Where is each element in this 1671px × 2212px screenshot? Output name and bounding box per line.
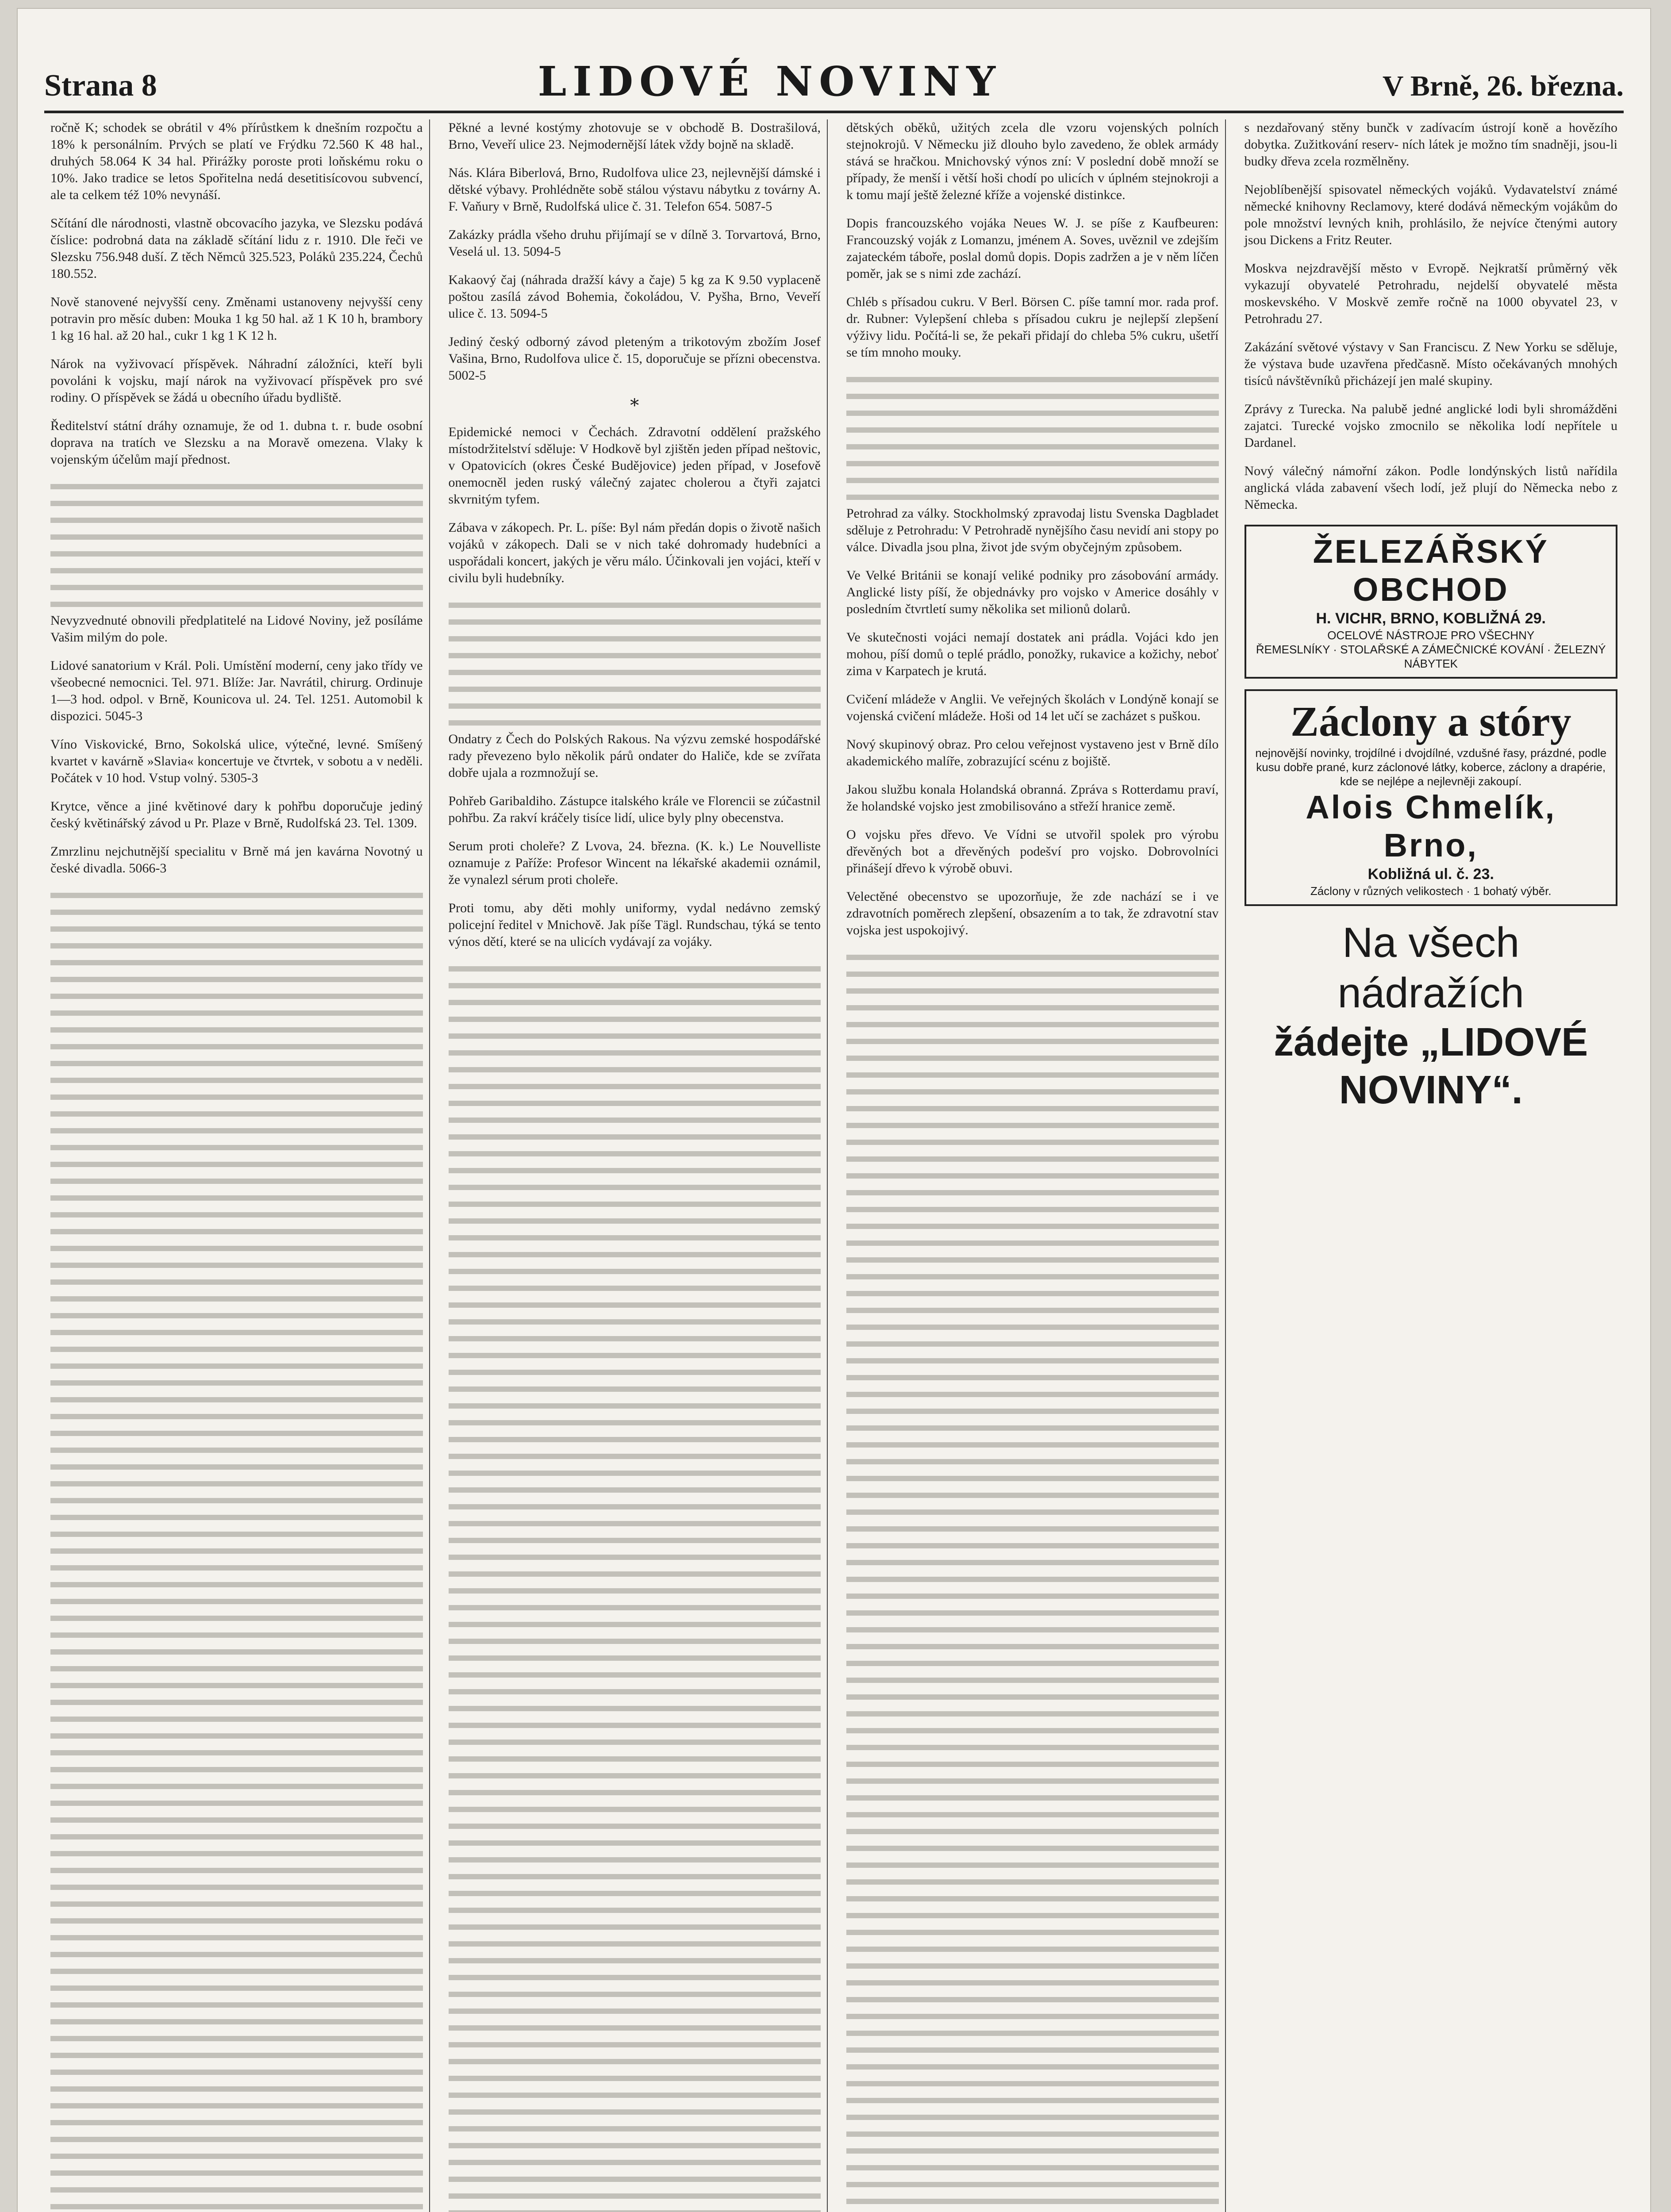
- column-4: [1238, 119, 1624, 2212]
- section-separator: *: [630, 396, 639, 416]
- illegible-text-block: [846, 373, 1219, 505]
- article: [846, 215, 1219, 282]
- illegible-text-block: [846, 950, 1219, 2212]
- column-2: [442, 119, 828, 2212]
- article: [846, 888, 1219, 939]
- article-text: Zábava v zákopech. Pr. L. píše: Byl nám předán dopis o životě našich vojáků v zákopech. Dali se v nich také dohromady hudebníci a uspořádali koncert, jakých je věru málo. Účinkovali jen vojáci, kteří v civilu byli hudebníky.: [448, 520, 821, 585]
- article-text: ročně K; schodek se obrátil v 4% přírůstkem k dnešním rozpočtu a 18% k personálním. Prvých se platí ve Frýdku 72.560 K 48 hal., druhých 58.064 K 34 hal. Přirážky poroste proti loňskému roku o 10%. Jako tradice se letos Spořitelna nedá desetitisícovou subvencí, ale ta celkem též 10% nevynáší.: [50, 120, 423, 202]
- article-text: O vojsku přes dřevo. Ve Vídni se utvořil spolek pro výrobu dřevěných bot a dřevěných podešví pro vojsko. Dobrovolníci přinášejí dřevo k výrobě obuvi.: [846, 827, 1219, 876]
- article-text: Nárok na vyživovací příspěvek. Náhradní záložníci, kteří byli povoláni k vojsku, mají nárok na vyživovací příspěvek pro své rodiny. O příspěvek se žádá u obecního úřadu bydliště.: [50, 357, 423, 405]
- ad-title: Záclony a stóry: [1290, 698, 1571, 745]
- article-text: Nový skupinový obraz. Pro celou veřejnost vystaveno jest v Brně dílo akademického malíře, zobrazující scénu z bojiště.: [846, 737, 1219, 768]
- article-text: Cvičení mládeže v Anglii. Ve veřejných školách v Londýně konají se vojenská cvičení mládeže. Hoši od 14 let učí se zacházet s puškou.: [846, 692, 1219, 723]
- article-text: Ředitelství státní dráhy oznamuje, že od 1. dubna t. r. bude osobní doprava na tratích ve Slezsku a na Moravě omezena. Vlaky k vojenským účelům mají přednost.: [50, 419, 423, 467]
- article: [50, 736, 423, 787]
- article-text: Jakou službu konala Holandská obranná. Zpráva s Rotterdamu praví, že holandské vojsko jest zmobilisováno a střeží hranice země.: [846, 782, 1219, 814]
- article: [846, 567, 1219, 618]
- newspaper-promo: [1245, 918, 1618, 1114]
- illegible-text-block: [449, 962, 821, 2212]
- article-text: Ve skutečnosti vojáci nemají dostatek ani prádla. Vojáci kdo jen mohou, píší domů o teplé prádlo, ponožky, rukavice a kožichy, neboť zima v Karpatech je krutá.: [846, 630, 1219, 678]
- hardware-store-ad: [1245, 525, 1618, 679]
- newspaper-title: LIDOVÉ NOVINY: [538, 58, 1002, 105]
- article: [449, 119, 821, 153]
- article-columns: [44, 119, 1624, 2212]
- ad-address: Kobližná ul. č. 23.: [1368, 866, 1494, 883]
- article: [846, 119, 1219, 204]
- article-text: Zprávy z Turecka. Na palubě jedné anglické lodi byli shromážděni zajatci. Turecké vojsko zmocnilo se několika lodí nepřítele u Dardanel.: [1244, 402, 1617, 450]
- article-text: Ve Velké Británii se konají veliké podniky pro zásobování armády. Anglické listy píší, že objednávky pro vojsko v Americe dosáhly v posledním čtvrtletí sumy několika set milionů dolarů.: [846, 568, 1219, 616]
- ad-firm: Alois Chmelík, Brno,: [1306, 789, 1556, 864]
- article-text: Velectěné obecenstvo se upozorňuje, že zde nachází se i ve zdravotních poměrech zlepšení, obsazením a to tak, že zdravotní stav vojska jest uspokojivý.: [846, 889, 1219, 937]
- article-text: Sčítání dle národnosti, vlastně obcovacího jazyka, ve Slezsku podává číslice: podrobná data na základě sčítání lidu z r. 1910. Dle řeči ve Slezsku 756.948 duší. Z těch Němců 325.523, Poláků 235.224, Čechů 180.552.: [50, 216, 423, 281]
- article: [1245, 260, 1618, 327]
- article: [1245, 181, 1618, 249]
- article: [449, 793, 821, 826]
- dateline: V Brně, 26. března.: [1382, 70, 1624, 102]
- article-text: Pěkné a levné kostýmy zhotovuje se v obchodě B. Dostrašilová, Brno, Veveří ulice 23. Nejmodernější látek vždy bojně na skladě.: [448, 120, 821, 152]
- article: [846, 691, 1219, 725]
- illegible-text-block: [449, 598, 821, 731]
- article-text: dětských oběků, užitých zcela dle vzoru vojenských polních stejnokrojů. V Německu již dlouho bylo zavedeno, že oblek armády stává se hračkou. Mnichovský výnos zní: V poslední době množí se případy, že menší i větší hoši chodí po ulicích v úplném stejnokroji a k tomu mají ještě železné kříže a vojenské distinkce.: [846, 120, 1219, 202]
- article: [846, 294, 1219, 361]
- article: [449, 900, 821, 950]
- article: [50, 798, 423, 832]
- ad-text: nejnovější novinky, trojdílné i dvojdílné, vzdušné řasy, prázdné, podle kusu dobře prané, kurz záclonové látky, koberce, záclony a drapérie, kde se nejlépe a nejlevněji zakoupí.: [1255, 746, 1607, 788]
- ad-line: OCELOVÉ NÁSTROJE PRO VŠECHNY: [1327, 629, 1535, 642]
- article: [50, 612, 423, 646]
- page-number: Strana 8: [44, 69, 157, 103]
- ad-title: ŽELEZÁŘSKÝ OBCHOD: [1313, 533, 1549, 608]
- article: [50, 657, 423, 725]
- article-text: s nezdařovaný stěny bunčk v zadívacím ústrojí koně a hovězího dobytka. Zužitkování reserv- ních látek je možno tím snadněji, jsou-li budky dřeva zcela rozmělněny.: [1244, 120, 1617, 169]
- article-text: Proti tomu, aby děti mohly uniformy, vydal nedávno zemský policejní ředitel v Mnichově. Jak píše Tägl. Rundschau, týká se tento výnos dětí, které se na ulicích vydávají za vojáky.: [448, 901, 821, 949]
- article: [50, 119, 423, 204]
- article: [846, 505, 1219, 556]
- article: [449, 838, 821, 888]
- article: [846, 629, 1219, 680]
- article: [50, 418, 423, 468]
- article-text: Nejoblíbenější spisovatel německých vojáků. Vydavatelství známé německé knihovny Reclamovy, které dodává německým vojákům do pole množství levných knih, prohlásilo, že nejvíce čtenými autory jsou Dickens a Fritz Reuter.: [1244, 182, 1617, 247]
- article: [846, 736, 1219, 770]
- article: [50, 843, 423, 877]
- curtains-ad: [1245, 689, 1618, 906]
- article-text: Pohřeb Garibaldiho. Zástupce italského krále ve Florencii se zúčastnil pohřbu. Za rakví kráčely tisíce lidí, ulice byly plny obecenstva.: [448, 794, 821, 825]
- illegible-text-block: [50, 480, 423, 612]
- article-text: Kakaový čaj (náhrada dražší kávy a čaje) 5 kg za K 9.50 vyplaceně poštou zasílá závod Bohemia, čokoládou, V. Pyšha, Brno, Veveří ulice č. 13. 5094-5: [448, 273, 821, 321]
- promo-line: žádejte „LIDOVÉ NOVINY“.: [1274, 1020, 1588, 1112]
- article-text: Zakázky prádla všeho druhu přijímají se v dílně 3. Torvartová, Brno, Veselá ul. 13. 5094-5: [448, 227, 821, 259]
- article: [449, 424, 821, 508]
- article: [50, 294, 423, 344]
- article-text: Zmrzlinu nejchutnější specialitu v Brně má jen kavárna Novotný u české divadla. 5066-3: [50, 844, 423, 876]
- article: [846, 826, 1219, 877]
- ad-footer: Záclony v různých velikostech · 1 bohatý výběr.: [1310, 884, 1552, 898]
- article: [1245, 463, 1618, 513]
- article: [449, 227, 821, 260]
- ad-owner: H. VICHR, BRNO, KOBLIŽNÁ 29.: [1316, 610, 1546, 627]
- article-text: Jediný český odborný závod pleteným a trikotovým zbožím Josef Vašina, Brno, Rudolfova ulice č. 15, doporučuje se přízni obecenstva. 5002-5: [448, 334, 821, 383]
- article-text: Nově stanovené nejvyšší ceny. Změnami ustanoveny nejvyšší ceny potravin pro měsíc duben: Mouka 1 kg 50 hal. až 1 K 10 h, brambory 1 kg 16 hal. až 20 hal., cukr 1 kg 1 K 12 h.: [50, 295, 423, 343]
- promo-line: Na všech nádražích: [1337, 919, 1525, 1017]
- article: [449, 731, 821, 781]
- article: [449, 334, 821, 384]
- article-text: Ondatry z Čech do Polských Rakous. Na výzvu zemské hospodářské rady převezeno bylo několik párů ondater do Haliče, kde se zvířata dobře ujala a rozmnožují se.: [448, 732, 821, 780]
- article: [1245, 401, 1618, 451]
- article: [449, 272, 821, 322]
- column-1: [44, 119, 430, 2212]
- illegible-text-block: [50, 888, 423, 2212]
- article: [449, 165, 821, 215]
- article: [1245, 339, 1618, 389]
- article: [846, 781, 1219, 815]
- column-3: [840, 119, 1226, 2212]
- article-text: Zakázání světové výstavy v San Franciscu. Z New Yorku se sděluje, že výstava bude uzavřena předčasně. Místo očekávaných mnohých tisíců návštěvníků přicházejí jen malé skupiny.: [1244, 340, 1617, 388]
- article-text: Lidové sanatorium v Král. Poli. Umístění moderní, ceny jako třídy ve všeobecné nemocnici. Tel. 971. Blíže: Jar. Navrátil, chirurg. Ordinuje 1—3 hod. odpol. v Brně, Kounicova ul. 24. Tel. 1251. Automobil k dispozici. 5045-3: [50, 658, 423, 723]
- article-text: Krytce, věnce a jiné květinové dary k pohřbu doporučuje jediný český květinářský závod u Pr. Plaze v Brně, Rudolfská 23. Tel. 1309.: [50, 799, 423, 830]
- article-text: Nevyzvednuté obnovili předplatitelé na Lidové Noviny, jež posíláme Vašim milým do pole.: [50, 613, 423, 645]
- masthead: [44, 58, 1624, 113]
- article-text: Víno Viskovické, Brno, Sokolská ulice, výtečné, levné. Smíšený kvartet v kavárně »Slavia« koncertuje ve čtvrtek, v sobotu a v neděli. Počátek v 10 hod. Vstup volný. 5305-3: [50, 737, 423, 785]
- newspaper-page: [18, 9, 1650, 2212]
- article-text: Moskva nejzdravější město v Evropě. Nejkratší průměrný věk vykazují obyvatelé Petrohradu, nejdelší obyvatelé města moskevského. V Moskvě zemře ročně na 1000 obyvatel 23, v Petrohradu 27.: [1244, 261, 1617, 326]
- article-text: Petrohrad za války. Stockholmský zpravodaj listu Svenska Dagbladet sděluje z Petrohradu: V Petrohradě nynějšího času nevidí ani stopy po válce. Divadla jsou plna, život jde svým obyčejným způsobem.: [846, 506, 1219, 554]
- article: [1245, 119, 1618, 170]
- article-text: Dopis francouzského vojáka Neues W. J. se píše z Kaufbeuren: Francouzský voják z Lomanzu, jménem A. Soves, uvěznil ve zdejším zajateckém táboře, poslal domů dopis. Dopis zadržen a je v něm líčen poměr, jak se s nimi zde zachází.: [846, 216, 1219, 281]
- article: [50, 356, 423, 406]
- ad-line: ŘEMESLNÍKY · STOLAŘSKÉ A ZÁMEČNICKÉ KOVÁNÍ · ŽELEZNÝ NÁBYTEK: [1256, 643, 1606, 670]
- article-text: Epidemické nemoci v Čechách. Zdravotní oddělení pražského místodržitelství sděluje: V Hodkově byl zjištěn jeden případ neštovic, v Opatovicích (okres České Budějovice) jeden případ, v Josefově onemocněl jeden ruský válečný zajatec cholerou a čtyři zajatci skvrnitým tyfem.: [448, 425, 821, 507]
- article-text: Nás. Klára Biberlová, Brno, Rudolfova ulice 23, nejlevnější dámské i dětské výbavy. Prohlédněte sobě stálou výstavu nábytku z továrny A. F. Vaňury v Brně, Rudolfská ulice č. 31. Telefon 654. 5087-5: [448, 165, 821, 214]
- article: [50, 215, 423, 282]
- article-text: Serum proti choleře? Z Lvova, 24. března. (K. k.) Le Nouvelliste oznamuje z Paříže: Profesor Wincent na lékařské akademii oznámil, že vynalezl sérum proti choleře.: [448, 839, 821, 887]
- article-text: Nový válečný námořní zákon. Podle londýnských listů nařídila anglická vláda zabavení všech lodí, jež plují do Německa nebo z Německa.: [1244, 464, 1617, 512]
- article-text: Chléb s přísadou cukru. V Berl. Börsen C. píše tamní mor. rada prof. dr. Rubner: Vylepšení chleba s přísadou cukru je nejlepší zlepšení výživy lidu. Počítá-li se, že pekaři přidají do chleba 5% cukru, ušetří se tím mnoho mouky.: [846, 295, 1219, 360]
- article: [449, 519, 821, 587]
